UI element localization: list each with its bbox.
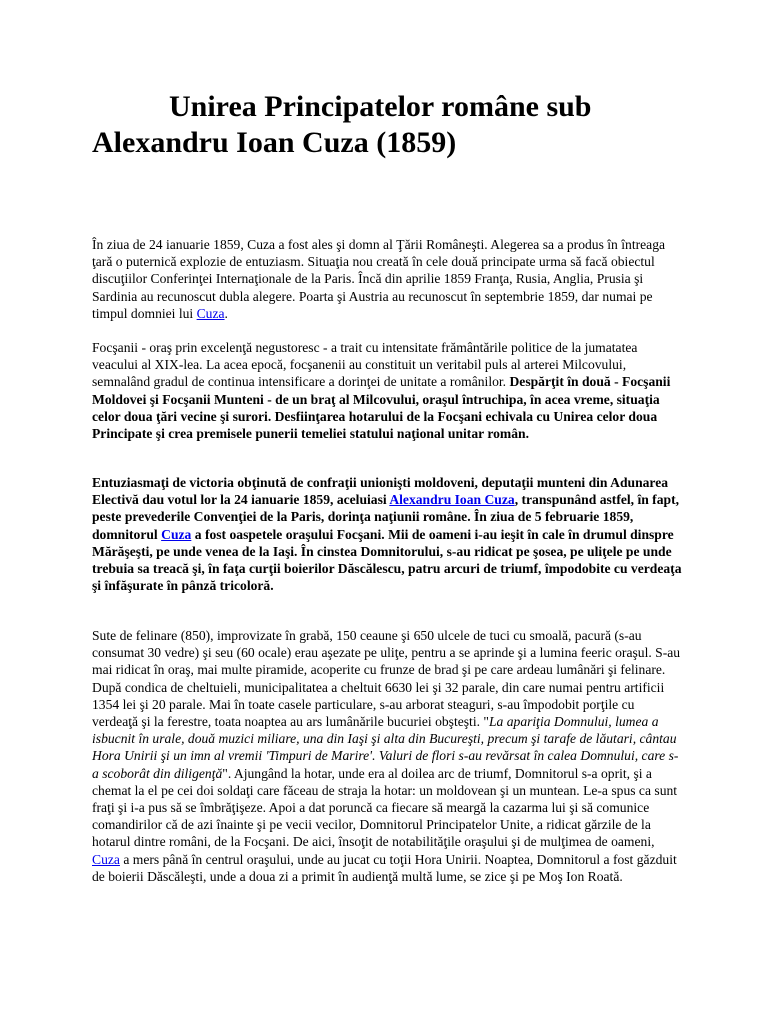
paragraph-celebration xyxy=(92,627,682,885)
paragraph-text: Focşanii - oraş prin excelenţă negustoresc - a trait cu intensitate frământările politice de la jumatatea veacului al XIX-lea. La acea epocă, focşanenii au constituit un veritabil puls al arterei Milcovului, semnalând gradul de continua intensificare a dorinţei de unitate a românilor. xyxy=(92,340,638,390)
link-cuza[interactable]: Cuza xyxy=(196,305,225,321)
page-title: Unirea Principatelor române sub Alexandru Ioan Cuza (1859) xyxy=(92,90,592,159)
paragraph-election xyxy=(92,236,682,322)
paragraph-text: a mers până în centrul oraşului, unde au jucat cu toţii Hora Unirii. Noaptea, Domnitorul a fost găzduit de boierii Dăscăleşti, unde a doua zi a primit în audienţă multă lume, se zice şi pe Moş Ion Roată. xyxy=(92,851,677,884)
paragraph-bold-text: a fost oaspetele oraşului Focşani. Mii de oameni i-au ieşit în cale în drumul dinspre Mărăşeşti, pe unde venea de la Iaşi. În cinstea Domnitorului, s-au ridicat pe şosea, pe uliţele pe unde trebuia sa treacă şi, în faţa curţii boierilor Dăscălescu, patru arcuri de triumf, împodobite cu verdeaţa şi înfăşurate în pânză tricoloră. xyxy=(92,526,682,594)
link-cuza[interactable]: Cuza xyxy=(92,851,120,867)
paragraph-quote: La apariţia Domnului, lumea a isbucnit în urale, două muzici miliare, una din Iaşi şi alta din Bucureşti, precum şi tarafe de lăutari, cântau Hora Unirii şi un imn al vremii 'Timpuri de Marire'. Valuri de flori s-au revărsat în calea Domnului, care s-a scoborât din diligenţă xyxy=(92,714,679,781)
paragraph-bold-text: Despărţit în două - Focşanii Moldovei şi Focşanii Munteni - de un braţ al Milcovului, oraşul întruchipa, în acea vreme, situaţia celor doua ţări vecine şi surori. Desfiinţarea hotarului de la Focşani echivala cu Unirea celor doua Principate şi crea premisele punerii temeliei statului naţional unitar român. xyxy=(92,374,671,442)
paragraph-bold-text: Entuziasmaţi de victoria obţinută de confraţii unionişti moldoveni, deputaţii munteni din Adunarea Electivă dau votul lor la 24 ianuarie 1859, aceluiasi xyxy=(92,475,669,508)
paragraph-text: . xyxy=(224,305,228,321)
paragraph-text: Sute de felinare (850), improvizate în grabă, 150 ceaune şi 650 ulcele de tuci cu smoală, pacură (s-au consumat 30 vedre) şi seu (60 ocale) erau aşezate pe uliţe, pentru a se aprinde şi a lumina feeric oraşul. S-au mai ridicat în oraş, mai multe piramide, acoperite cu frunze de brad şi pe care ardeau lumânări şi felinare. După condica de cheltuieli, municipalitatea a cheltuit 6630 lei şi 32 parale, din care numai pentru artificii 1354 lei şi 20 parale. Mai în toate casele particulare, s-au arborat steaguri, s-au împodobit porţile cu verdeaţă şi la ferestre, toata noaptea au ars lumânările bucuriei obşteşti. " xyxy=(92,628,681,730)
paragraph-text: În ziua de 24 ianuarie 1859, Cuza a fost ales şi domn al Ţării Româneşti. Alegerea sa a produs în întreaga ţară o puternică explozie de entuziasm. Situaţia nou creată în cele două principate urma să facă obiectul discuţiilor Conferinţei Internaţionale de la Paris. Încă din aprilie 1859 Franţa, Rusia, Anglia, Prusia şi Sardinia au recunoscut dubla alegere. Poarta şi Austria au recunoscut în septembrie 1859, dar numai pe timpul domniei lui xyxy=(92,237,666,321)
link-alexandru-ioan-cuza[interactable]: Alexandru Ioan Cuza xyxy=(389,492,515,508)
paragraph-bold-text: , transpunând astfel, în fapt, peste prevederile Convenţiei de la Paris, dorinţa naţiunii române. În ziua de 5 februarie 1859, domnitorul xyxy=(92,492,679,542)
paragraph-vote xyxy=(92,474,682,594)
link-cuza[interactable]: Cuza xyxy=(161,526,192,542)
paragraph-focsani xyxy=(92,339,682,442)
paragraph-text: ". Ajungând la hotar, unde era al doilea arc de triumf, Domnitorul s-a oprit, şi a chemat la el pe cei doi soldaţi care făceau de straja la hotar: un moldovean şi un muntean. Le-a spus ca sunt fraţi şi i-a pus să se îmbrăţişeze. Apoi a dat poruncă ca fiecare să meargă la cazarma lui şi să comunice comandirilor că de azi înainte şi pe vecii vecilor, Domnitorul Principatelor Unite, a ridicat gărzile de la hotarul dintre români, de la Focşani. De aici, însoţit de notabilităţile oraşului şi de mulţimea de oameni, xyxy=(92,765,678,850)
